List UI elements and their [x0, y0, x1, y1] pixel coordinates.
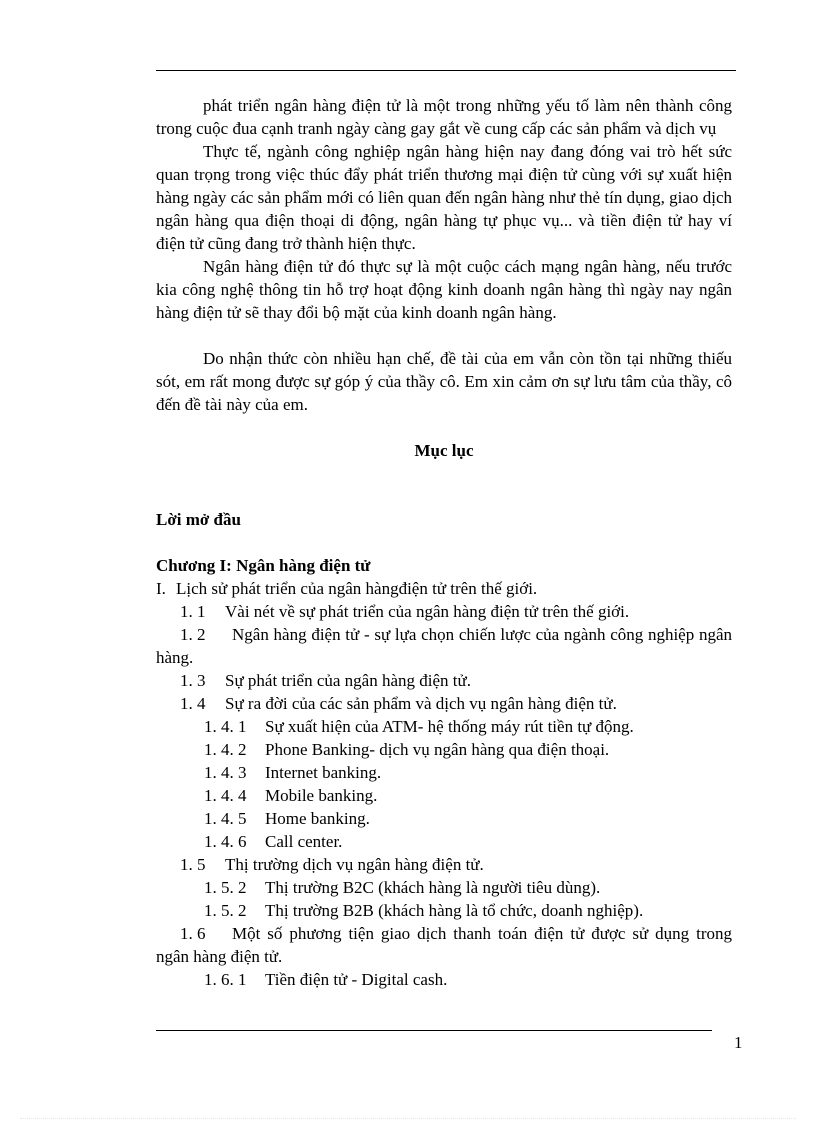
toc-item: 1. 4 Sự ra đời của các sản phẩm và dịch vụ ngân hàng điện tử.	[180, 694, 617, 713]
toc-item: 1. 1 Vài nét về sự phát triển của ngân hàng điện tử trên thế giới.	[180, 602, 630, 621]
toc-item: 1. 3 Sự phát triển của ngân hàng điện tử.	[180, 671, 471, 690]
toc-item: 1. 6. 1 Tiền điện tử - Digital cash.	[204, 970, 448, 989]
toc-item: 1. 4. 5 Home banking.	[204, 809, 370, 828]
paragraph: Do nhận thức còn nhiều hạn chế, đề tài của em vẫn còn tồn tại những thiếu sót, em rất mong được sự góp ý của thầy cô. Em xin cảm ơn sự lưu tâm của thầy, cô đến đề tài này của em.	[156, 349, 732, 414]
header-rule	[156, 70, 736, 71]
toc-item: 1. 4. 4 Mobile banking.	[204, 786, 378, 805]
toc-item: 1. 4. 6 Call center.	[204, 832, 343, 851]
toc-item: 1. 4. 3 Internet banking.	[204, 763, 382, 782]
toc-item: 1. 5. 2 Thị trường B2C (khách hàng là người tiêu dùng).	[204, 878, 601, 897]
toc-item: 1. 5. 2 Thị trường B2B (khách hàng là tổ chức, doanh nghiệp).	[204, 901, 644, 920]
toc-item: I. Lịch sử phát triển của ngân hàngđiện tử trên thế giới.	[156, 579, 538, 598]
toc-item: 1. 4. 1 Sự xuất hiện của ATM- hệ thống máy rút tiền tự động.	[204, 717, 634, 736]
toc-intro: Lời mở đầu	[156, 510, 241, 529]
paragraph: Ngân hàng điện tử đó thực sự là một cuộc cách mạng ngân hàng, nếu trước kia công nghệ thông tin hỗ trợ hoạt động kinh doanh ngân hàng thì ngày nay ngân hàng điện tử sẽ thay đổi bộ mặt của kinh doanh ngân hàng.	[156, 257, 732, 322]
page-edge-dots	[20, 1118, 796, 1119]
toc-title: Mục lục	[414, 441, 474, 460]
paragraph: Thực tế, ngành công nghiệp ngân hàng hiện nay đang đóng vai trò hết sức quan trọng trong việc thúc đẩy phát triển thương mại điện tử cùng với sự xuất hiện hàng ngày các sản phẩm mới có liên quan đến ngân hàng như thẻ tín dụng, giao dịch ngân hàng qua điện thoại di động, ngân hàng tự phục vụ... và tiền điện tử hay ví điện tử cũng đang trở thành hiện thực.	[156, 142, 732, 253]
toc-chapter: Chương I: Ngân hàng điện tử	[156, 556, 371, 575]
toc-item: 1. 5 Thị trường dịch vụ ngân hàng điện tử.	[180, 855, 484, 874]
footer-rule	[156, 1030, 712, 1031]
toc-item: 1. 2 Ngân hàng điện tử - sự lựa chọn chiến lược của ngành công nghiệp ngân hàng.	[156, 625, 732, 667]
page-number: 1	[734, 1033, 743, 1052]
toc-item: 1. 6 Một số phương tiện giao dịch thanh toán điện tử được sử dụng trong ngân hàng điện tử.	[156, 924, 732, 966]
page-content	[156, 94, 732, 991]
toc-item: 1. 4. 2 Phone Banking- dịch vụ ngân hàng qua điện thoại.	[204, 740, 610, 759]
paragraph: phát triển ngân hàng điện tử là một trong những yếu tố làm nên thành công trong cuộc đua cạnh tranh ngày càng gay gắt về cung cấp các sản phẩm và dịch vụ	[156, 96, 732, 138]
